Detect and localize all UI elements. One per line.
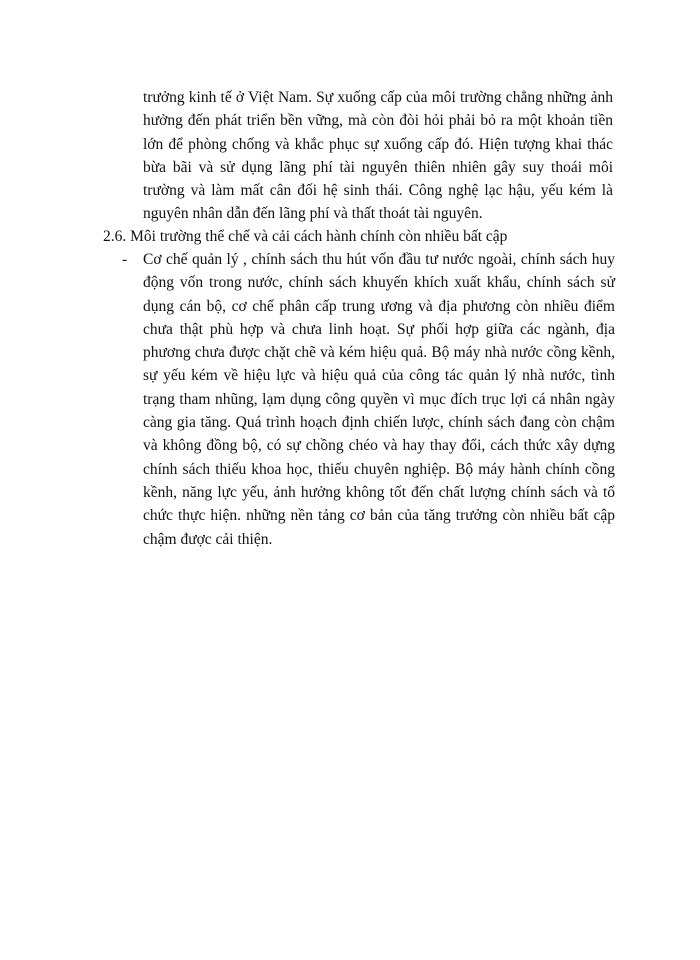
- bullet-dash: -: [122, 251, 128, 268]
- continuation-paragraph: trưởng kinh tế ở Việt Nam. Sự xuống cấp của môi trường chẳng những ảnh hưởng đến phát triển bền vững, mà còn đòi hỏi phải bỏ ra một khoản tiền lớn để phòng chống và khắc phục sự xuống cấp đó. Hiện tượng khai thác bừa bãi và sử dụng lãng phí tài nguyên thiên nhiên gây suy thoái môi trường và làm mất cân đối hệ sinh thái. Công nghệ lạc hậu, yếu kém là nguyên nhân dẫn đến lãng phí và thất thoát tài nguyên.: [143, 89, 613, 223]
- section-heading: 2.6. Môi trường thể chế và cải cách hành chính còn nhiều bất cập: [103, 228, 508, 245]
- bullet-paragraph: Cơ chế quản lý , chính sách thu hút vốn đầu tư nước ngoài, chính sách huy động vốn trong nước, chính sách khuyến khích xuất khẩu, chính sách sử dụng cán bộ, cơ chế phân cấp trung ương và địa phương còn nhiều điểm chưa thật phù hợp và chưa linh hoạt. Sự phối hợp giữa các ngành, địa phương chưa được chặt chẽ và kém hiệu quả. Bộ máy nhà nước cồng kềnh, sự yếu kém về hiệu lực và hiệu quả của công tác quản lý nhà nước, tình trạng tham nhũng, lạm dụng công quyền vì mục đích trục lợi cá nhân ngày càng gia tăng. Quá trình hoạch định chiến lược, chính sách đang còn chậm và không đồng bộ, có sự chồng chéo và hay thay đổi, cách thức xây dựng chính sách thiếu khoa học, thiếu chuyên nghiệp. Bộ máy hành chính cồng kềnh, năng lực yếu, ảnh hưởng không tốt đến chất lượng chính sách và tổ chức thực hiện. những nền tảng cơ bản của tăng trưởng còn nhiều bất cập chậm được cải thiện.: [143, 251, 615, 548]
